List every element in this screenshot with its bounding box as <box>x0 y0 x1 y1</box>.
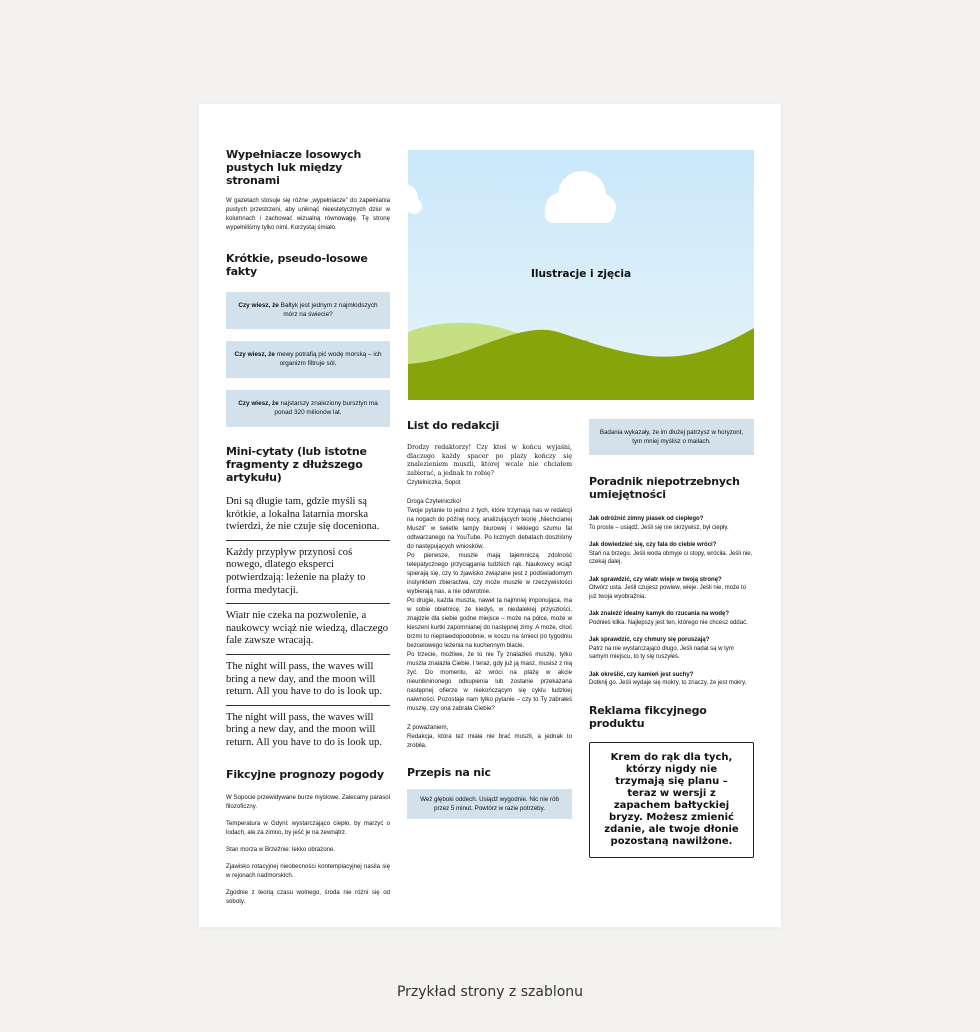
filler-intro: W gazetach stosuje się różne „wypełniacze” do zapełniania pustych przestrzeni, aby uniknąć nieestetycznych dziur w kolumnach i zachować wizualną równowagę. Tę stronę wypełniliśmy tylko nimi. Korzystaj śmiało. <box>226 197 390 231</box>
ad-box: Krem do rąk dla tych, którzy nigdy nie trzymają się planu – teraz w wersji z zapachem bałtyckiej bryzy. Możesz zmienić zdanie, ale twoje dłonie pozostaną nawilżone. <box>589 742 754 858</box>
mini-quote: The night will pass, the waves will bring a new day, and the moon will return. All you have to do is look up. <box>226 711 382 748</box>
qa-question: Jak odróżnić zimny piasek od ciepłego? <box>589 516 704 522</box>
recipe-box: Weź głęboki oddech. Usiądź wygodnie. Nic nie rób przez 5 minut. Powtórz w razie potrzeby. <box>407 789 572 819</box>
qa-question: Jak sprawdzić, czy wiatr wieje w twoją stronę? <box>589 576 722 583</box>
reply-paragraph: Po trzecie, możliwe, że to nie Ty znalazłeś muszlę, tylko muszla znalazła Ciebie. I teraz, gdy już ją masz, musisz z nią żyć. Do momentu, aż wróci na plażę w akcie nieunikninonego odkupienia lub zostanie przekazana następnej ofierze w niekończącym się cyklu ludzkiej naiwności. Pozostaje nam tylko pytanie – czy to Ty zabrałeś muszlę, czy ona zabrała Ciebie? <box>407 651 572 713</box>
fact-bold: Czy wiesz, że <box>234 351 275 358</box>
weather-item: Zjawisko rotacyjnej nieobecności kontemplacyjnej nasila się w rejonach nadmorskich. <box>226 862 390 879</box>
reply-paragraph: Twoje pytanie to jedno z tych, które trzymają nas w redakcji na nogach do późnej nocy, analizujących teorię „Niechcianej Muszli” w świetle lampy biurowej i lekkiego szumu fal odtwarzanego na YouTube. Po licznych debatach doszliśmy do następujących wniosków. <box>407 507 572 551</box>
letter-title: List do redakcji <box>407 419 500 432</box>
fact-box <box>226 341 390 378</box>
fact-bold: Czy wiesz, że <box>238 302 279 309</box>
fact-text: najstarszy znaleziony bursztyn ma ponad 320 milionów lat. <box>274 400 378 417</box>
middle-column <box>407 419 572 819</box>
qa-answer: Stań na brzegu. Jeśli woda obmyje ci stopy, wróciła. Jeśli nie, czekaj dalej. <box>589 550 753 565</box>
weather-item: W Sopocie przewidywane burze myślowe. Zalecamy parasol filozoficzny. <box>226 793 390 810</box>
mini-quote: Każdy przypływ przynosi coś nowego, dlatego eksperci potwierdzają: leżenie na plaży to forma medytacji. <box>226 541 390 604</box>
reply-closing-signature: Redakcja, która też miała nie brać muszli, a jednak to zrobiła. <box>407 733 572 750</box>
qa-answer: Patrz na nie wystarczająco długo. Jeśli nadal są w tym samym miejscu, to ty się ruszyłeś. <box>589 645 734 660</box>
qa-answer: To proste – usiądź. Jeśli się nie skrzywisz, był ciepły. <box>589 524 729 531</box>
illustration-title: Ilustracje i zjęcia <box>530 268 632 280</box>
qa-answer: Dotknij go. Jeśli wydaje się mokry, to znaczy, że jest mokry. <box>589 680 747 686</box>
fact-box <box>226 292 390 329</box>
quotes-title: Mini-cytaty (lub istotne fragmenty z dłuższego artykułu) <box>226 445 367 484</box>
weather-item: Stan morza w Brzeźnie: lekko obrażone. <box>226 845 336 853</box>
fact-text: Bałtyk jest jednym z najmłodszych mórz na świecie? <box>278 302 378 319</box>
mini-quote: The night will pass, the waves will bring a new day, and the moon will return. All you have to do is look up. <box>226 655 390 706</box>
guide-title: Poradnik niepotrzebnych umiejętności <box>589 475 740 501</box>
qa-list <box>589 515 754 688</box>
reply-closing: Z poważaniem, <box>407 724 449 732</box>
recipe-title: Przepis na nic <box>407 766 491 780</box>
mini-quote: Dni są długie tam, gdzie myśli są krótkie, a lokalna latarnia morska twierdzi, że nie czuje się doceniona. <box>226 490 390 541</box>
qa-answer: Otwórz usta. Jeśli czujesz powiew, wieje. Jeśli nie, może to już twoja wyobraźnia. <box>589 585 747 600</box>
right-column <box>589 419 754 858</box>
weather-item: Temperatura w Gdyni: wystarczająco ciepło, by marzyć o lodach, ale za zimno, by jeść je na zewnątrz. <box>226 819 390 836</box>
reply-greeting: Droga Czytelniczko! <box>407 498 462 506</box>
left-column <box>226 148 390 906</box>
qa-question: Jak określić, czy kamień jest suchy? <box>589 671 694 678</box>
ad-title: Reklama fikcyjnego produktu <box>589 703 707 730</box>
fact-box <box>226 390 390 427</box>
facts-title: Krótkie, pseudo-losowe fakty <box>226 252 368 278</box>
letter-text: Drodzy redaktorzy! Czy ktoś w końcu wyjaśni, dlaczego każdy spacer po plaży kończy się znalezieniem muszli, której wcale nie chciałem zabierać, a jednak to robię? <box>407 444 572 477</box>
quotes-list <box>226 490 390 756</box>
filler-title: Wypełniacze losowych pustych luk między stronami <box>226 148 362 187</box>
qa-question: Jak dowiedzieć się, czy fala do ciebie wróci? <box>589 542 717 548</box>
fact-bold: Czy wiesz, że <box>238 400 279 407</box>
illustration-placeholder <box>408 150 754 400</box>
mini-quote: Wiatr nie czeka na pozwolenie, a naukowcy wciąż nie wiedzą, dlaczego fale zawsze wracają. <box>226 604 390 655</box>
page-sheet <box>199 104 781 927</box>
reply-paragraph: Po pierwsze, muszle mają tajemniczą zdolność telepatycznego przyciągania ludzkich rąk. Naukowcy wciąż spierają się, czy to zjawisko związane jest z podświadomym instynktem zbieractwa, czy może muszle w rzeczywistości wybierają nas, a nie odwrotnie. <box>407 552 572 596</box>
qa-question: Jak sprawdzić, czy chmury się poruszają? <box>589 637 710 643</box>
qa-answer: Podnieś kilka. Najlepszy jest ten, którego nie chcesz oddać. <box>589 619 748 626</box>
study-box: Badania wykazały, że im dłużej patrzysz w horyzont, tym mniej myślisz o mailach. <box>589 419 754 455</box>
letter-signature: Czytelniczka, Sopot <box>407 479 461 487</box>
page-caption: Przykład strony z szablonu <box>396 984 584 1000</box>
qa-question: Jak znaleźć idealny kamyk do rzucania na wodę? <box>589 611 730 617</box>
reply-paragraph: Po drugie, każda muszla, nawet ta najmniej imponująca, ma w sobie obietnicę, że kiedyś, w niedalekiej przyszłości, znajdzie dla siebie godne miejsce – może na półce, może w kieszeni kurtki zapomnianej do następnej zimy. A może, choć brzmi to nieprawdopodobnie, w koszu na śmieci po tygodniu bezcelowego leżenia na kuchennym blacie. <box>407 597 572 650</box>
weather-title: Fikcyjne prognozy pogody <box>226 767 384 781</box>
weather-item: Zgodnie z teorią czasu wolnego, środa nie różni się od soboty. <box>226 888 390 905</box>
fact-text: mewy potrafią pić wodę morską – ich organizm filtruje sól. <box>274 351 382 368</box>
